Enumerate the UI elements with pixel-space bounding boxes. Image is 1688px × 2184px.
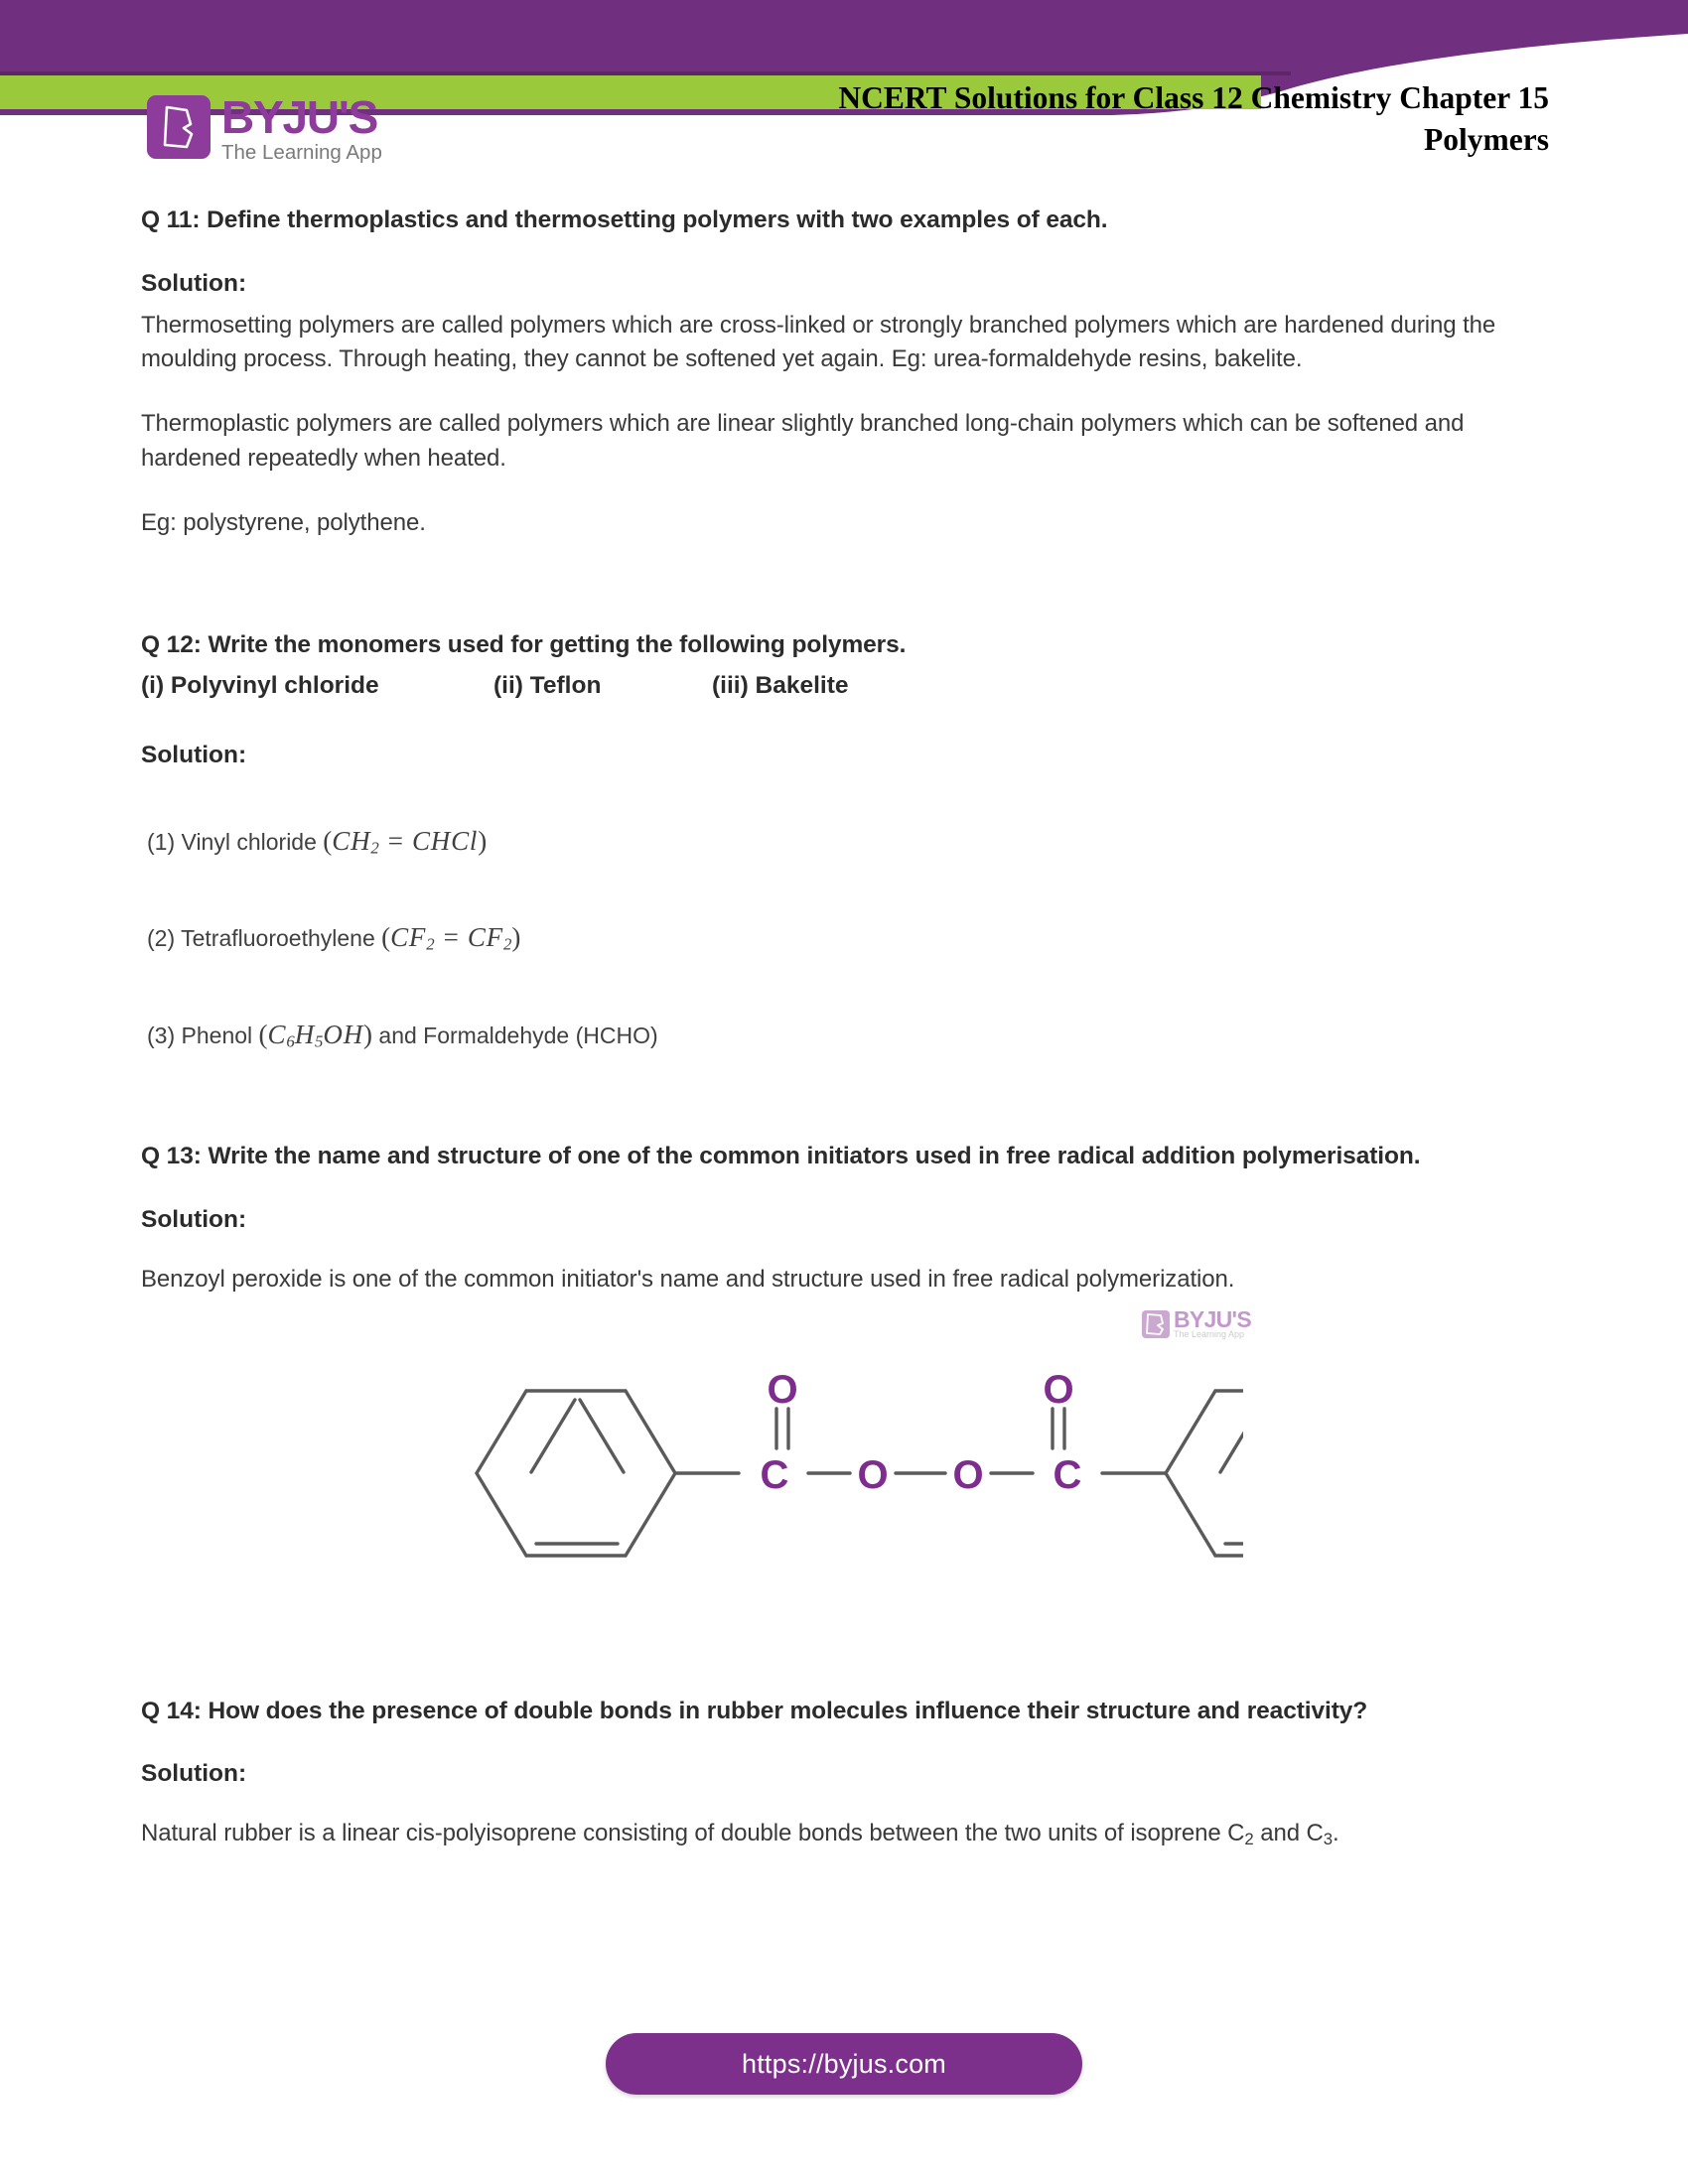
q12-solution-label: Solution:	[141, 742, 247, 769]
q11-paragraph-1: Thermosetting polymers are called polymers which are cross-linked or strongly branched polymers which are hardened during the moulding process. Through heating, they cannot be softened yet again. Eg: urea-formaldehyde resins, bakelite.	[141, 311, 1496, 373]
byjus-watermark-tagline: The Learning App	[1174, 1329, 1245, 1340]
byjus-logo[interactable]	[147, 91, 382, 165]
document-body	[141, 204, 1551, 1852]
byjus-brand-text: BYJU'S	[221, 91, 378, 143]
byjus-logo-mark-icon	[147, 95, 211, 159]
q12-answer-2-right: $CF_2$	[467, 922, 512, 955]
q12-answer-3-close-paren: )	[363, 1019, 373, 1049]
q12-answer-1-left: $CH_2$	[332, 825, 379, 858]
q12-answer-2-eq: =	[443, 922, 459, 953]
benzoyl-peroxide-diagram	[429, 1349, 1243, 1597]
b-glyph-icon	[160, 104, 198, 150]
q12-answer-3-tail: and Formaldehyde (HCHO)	[372, 1022, 658, 1048]
q14-paragraph-1	[141, 1817, 1551, 1852]
masthead	[0, 68, 1688, 187]
byjus-url-label: https://byjus.com	[742, 2048, 946, 2079]
q12-answer-2-open-paren: (	[381, 922, 391, 953]
q13-question: Q 13: Write the name and structure of one of the common initiators used in free radical addition polymerisation.	[141, 1143, 1421, 1170]
q14-solution-label: Solution:	[141, 1760, 247, 1788]
atom-label-o-top-left: O	[767, 1367, 798, 1412]
q13-paragraph-1: Benzoyl peroxide is one of the common initiator's name and structure used in free radical polymerization.	[141, 1265, 1235, 1293]
q11-paragraph-3: Eg: polystyrene, polythene.	[141, 508, 426, 536]
q14-subscript-2: 2	[1244, 1830, 1254, 1849]
q12-parts-row	[141, 669, 1551, 703]
q12-answer-1-index: (1)	[147, 828, 176, 855]
q14-question: Q 14: How does the presence of double bonds in rubber molecules influence their structure and reactivity?	[141, 1697, 1368, 1724]
page-title-line1: NCERT Solutions for Class 12 Chemistry Chapter 15	[838, 80, 1549, 115]
q14-subscript-3: 3	[1323, 1830, 1333, 1849]
page-title	[635, 77, 1549, 161]
q12-answer-2-left: $CF_2$	[390, 922, 435, 955]
q12-answer-3	[141, 1018, 1551, 1052]
page-title-line2: Polymers	[1424, 121, 1549, 157]
q12-answer-1-eq: =	[387, 825, 403, 856]
q12-question: Q 12: Write the monomers used for getting the following polymers.	[141, 630, 907, 658]
benzene-ring-right	[1166, 1391, 1243, 1556]
atom-label-c-left: C	[760, 1452, 789, 1497]
q12-answer-2-close-paren: )	[511, 922, 521, 953]
q13-solution-label: Solution:	[141, 1206, 247, 1234]
q12-part-3: (iii) Bakelite	[712, 672, 849, 700]
q12-answer-2-index: (2)	[147, 925, 176, 952]
atom-label-c-right: C	[1053, 1452, 1082, 1497]
q14-paragraph-1-part-a: Natural rubber is a linear cis-polyisoprene consisting of double bonds between the two units of isoprene C	[141, 1820, 1245, 1847]
benzoyl-peroxide-structure-block	[141, 1305, 1551, 1625]
ring-right-inner-bond-1	[1220, 1400, 1243, 1472]
q12-answer-3-index: (3)	[147, 1022, 176, 1048]
byjus-url-button[interactable]	[606, 2033, 1082, 2095]
byjus-tagline-text: The Learning App	[221, 141, 382, 165]
byjus-watermark-brand: BYJU'S	[1174, 1305, 1251, 1332]
watermark-b-glyph-icon	[1142, 1310, 1170, 1338]
q12-part-1: (i) Polyvinyl chloride	[141, 672, 379, 700]
q11-paragraph-2: Thermoplastic polymers are called polymers which are linear slightly branched long-chain polymers which can be softened and hardened repeatedly when heated.	[141, 410, 1465, 472]
ring-left-inner-bond-2	[580, 1400, 624, 1472]
atom-label-o-peroxide-2: O	[952, 1452, 984, 1497]
q12-answer-1	[141, 824, 1551, 859]
byjus-watermark-mark-icon	[1142, 1310, 1170, 1338]
q12-part-2: (ii) Teflon	[493, 672, 602, 700]
q12-answer-1-name: Vinyl chloride	[181, 828, 317, 855]
atom-labels-group	[761, 1368, 1082, 1497]
q12-answer-1-open-paren: (	[323, 825, 333, 856]
atom-label-o-peroxide-1: O	[857, 1452, 889, 1497]
byjus-watermark-logo	[1142, 1305, 1309, 1341]
q11-question: Q 11: Define thermoplastics and thermosetting polymers with two examples of each.	[141, 206, 1108, 233]
byjus-watermark-text	[1174, 1305, 1251, 1341]
byjus-logo-text	[221, 91, 382, 165]
q12-answer-2-name: Tetrafluoroethylene	[181, 925, 375, 952]
q11-solution-label: Solution:	[141, 269, 247, 297]
q12-answer-3-name: Phenol	[181, 1022, 253, 1048]
ring-left-inner-bond-1	[531, 1400, 575, 1472]
q12-answer-3-open-paren: (	[258, 1019, 268, 1049]
atom-label-o-top-right: O	[1043, 1367, 1074, 1412]
q14-paragraph-1-part-b: and C	[1253, 1820, 1324, 1847]
q12-answer-1-close-paren: )	[478, 825, 488, 856]
purple-top-block	[0, 0, 1311, 71]
q12-answer-1-right: CHCl	[412, 825, 479, 856]
q14-paragraph-1-part-c: .	[1332, 1820, 1339, 1847]
q12-answer-3-formula: $C_6H_5OH$	[267, 1019, 364, 1051]
q12-answer-2	[141, 920, 1551, 955]
benzene-ring-left	[477, 1391, 675, 1556]
